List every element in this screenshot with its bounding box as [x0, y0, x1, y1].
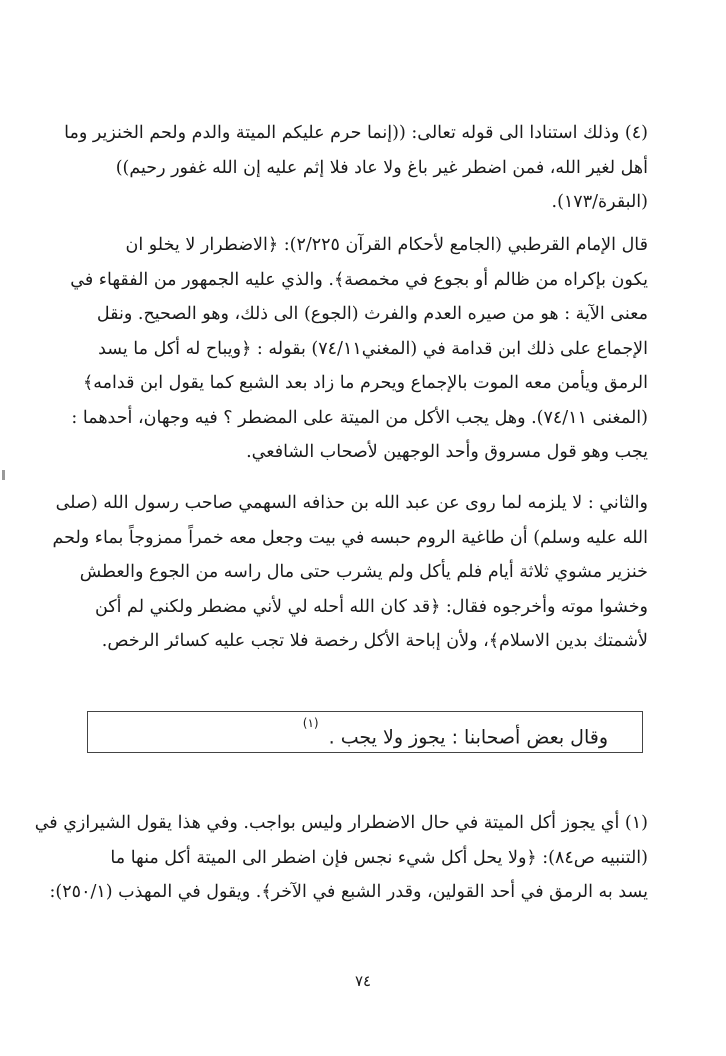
text-line: (التنبيه ص٨٤): ﴿ولا يحل أكل شيء نجس فإن اضطر الى الميتة أكل منها ما — [110, 847, 648, 868]
footnote-1 — [34, 806, 648, 910]
text-line: (٤) وذلك استنادا الى قوله تعالى: ((إنما حرم عليكم الميتة والدم ولحم الخنزير وما — [64, 123, 648, 143]
boxed-main-text — [87, 711, 643, 753]
text-line: أهل لغير الله، فمن اضطر غير باغ ولا عاد فلا إثم عليه إن الله غفور رحيم)) — [115, 157, 648, 178]
text-line: يسد به الرمق في أحد القولين، وقدر الشبع في الآخر﴾. ويقول في المهذب (٢٥٠/١): — [49, 882, 648, 902]
text-line: الله عليه وسلم) أن طاغية الروم حبسه في بيت وجعل معه خمراً ممزوجاً بماء ولحم — [52, 527, 648, 548]
text-line: والثاني : لا يلزمه لما روى عن عبد الله بن حذافه السهمي صاحب رسول الله (صلى — [55, 493, 648, 513]
boxed-statement — [303, 716, 608, 753]
text-line: الرمق ويأمن معه الموت بالإجماع ويحرم ما زاد بعد الشبع كما يقول ابن قدامه﴾ — [83, 373, 648, 393]
page-number: ٧٤ — [354, 972, 372, 990]
paragraph-qurtubi — [72, 228, 648, 470]
text-line: (المغنى ٧٤/١١). وهل يجب الأكل من الميتة على المضطر ؟ فيه وجهان، أحدهما : — [71, 407, 648, 428]
scan-edge-mark — [2, 470, 5, 480]
paragraph-quran-citation — [64, 116, 648, 220]
text-line: معنى الآية : هو من صيره العدم والفرث (الجوع) الى ذلك، وهو الصحيح. ونقل — [96, 304, 648, 324]
text-line: (البقرة/١٧٣). — [551, 192, 648, 212]
text-line: (١) أي يجوز أكل الميتة في حال الاضطرار وليس بواجب. وفي هذا يقول الشيرازي في — [34, 813, 648, 833]
boxed-statement-text: وقال بعض أصحابنا : يجوز ولا يجب . — [328, 726, 608, 749]
text-line: وخشوا موته وأخرجوه فقال: ﴿قد كان الله أحله لي لأني مضطر ولكني لم أكن — [94, 596, 648, 617]
text-line: يكون بإكراه من ظالم أو بجوع في مخمصة﴾. والذي عليه الجمهور من الفقهاء في — [70, 269, 648, 290]
text-line: خنزير مشوي ثلاثة أيام فلم يأكل ولم يشرب حتى مال راسه من الجوع والعطش — [79, 562, 648, 582]
paragraph-second-view — [52, 486, 648, 659]
text-line: الإجماع على ذلك ابن قدامة في (المغني٧٤/١١) بقوله : ﴿ويباح له أكل ما يسد — [98, 338, 648, 359]
text-line: لأشمتك بدين الاسلام﴾، ولأن إباحة الأكل رخصة فلا تجب عليه كسائر الرخص. — [101, 631, 648, 651]
text-line: يجب وهو قول مسروق وأحد الوجهين لأصحاب الشافعي. — [246, 442, 648, 462]
text-line: قال الإمام القرطبي (الجامع لأحكام القرآن ٢/٢٢٥): ﴿الاضطرار لا يخلو ان — [125, 235, 648, 255]
footnote-reference[interactable]: (١) — [302, 716, 319, 730]
